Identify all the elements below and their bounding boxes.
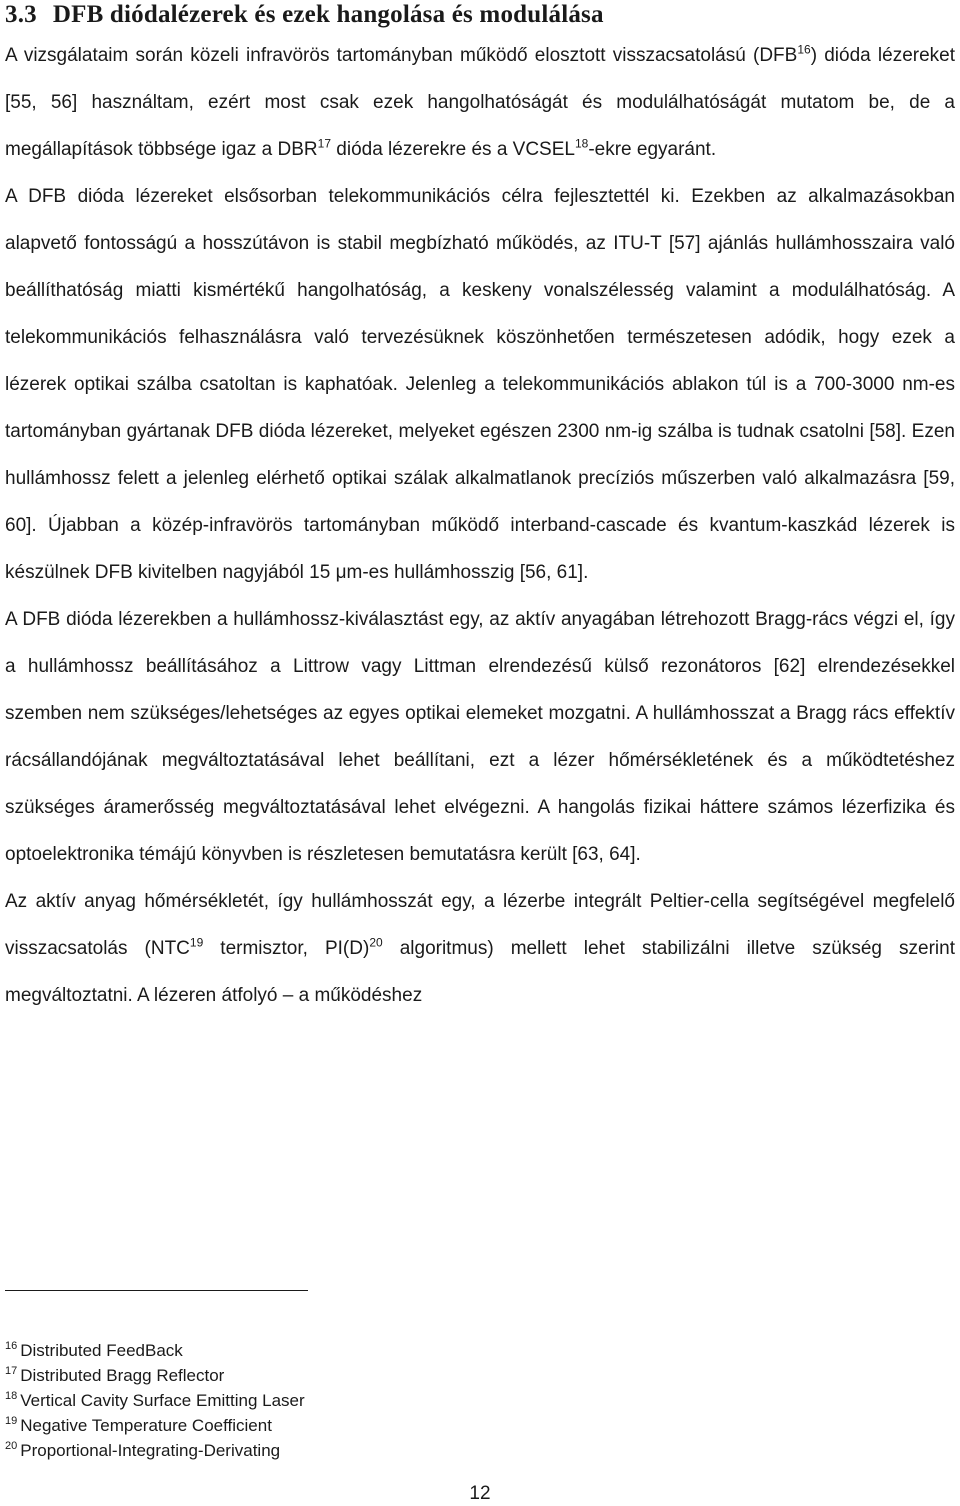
footnote-17 [5,1363,705,1388]
footnote-number: 16 [5,1340,18,1353]
paragraph-4-text-c: algoritmus) mellett lehet stabilizálni illetve szükség szerint megváltoztatni. A lézeren átfolyó – a működéshez [5,938,955,1006]
footnote-text: Proportional-Integrating-Derivating [20,1441,281,1460]
footnote-20 [5,1438,705,1463]
footnote-number: 17 [5,1365,18,1378]
footnote-ref-16[interactable]: 16 [797,42,811,57]
paragraph-4-text-b: termisztor, PI(D) [203,938,370,959]
paragraph-1-text-c: dióda lézerekre és a VCSEL [331,139,575,160]
paragraph-1-text-d: -ekre egyaránt. [588,139,717,160]
paragraph-1 [5,32,955,173]
footnote-ref-19[interactable]: 19 [189,935,204,950]
footnote-ref-17[interactable]: 17 [317,136,331,151]
footnote-16 [5,1338,705,1363]
footnote-separator [5,1290,308,1291]
footnote-text: Vertical Cavity Surface Emitting Laser [20,1391,305,1410]
footnote-ref-20[interactable]: 20 [369,935,383,950]
footnote-ref-18[interactable]: 18 [574,136,589,151]
paragraph-3: A DFB dióda lézerekben a hullámhossz-kiválasztást egy, az aktív anyagában létrehozott Bragg-rács végzi el, így a hullámhossz beállításához a Littrow vagy Littman elrendezésű külső rezonátoros [62] elrendezésekkel szemben nem szükséges/lehetséges az egyes optikai elemeket mozgatni. A hullámhosszat a Bragg rács effektív rácsállandójának megváltoztatásával lehet beállítani, ezt a lézer hőmérsékletének és a működtetéshez szükséges áramerősség megváltoztatásával lehet elvégezni. A hangolás fizikai háttere számos lézerfizika és optoelektronika témájú könyvben is részletesen bemutatásra került [63, 64]. [5,609,955,865]
paragraph-1-text-b: ) dióda lézereket [55, 56] használtam, ezért most csak ezek hangolhatóságát és modulálhatóságát mutatom be, de a megállapítások többsége igaz a DBR [5,45,955,160]
footnote-18 [5,1388,705,1413]
footnote-text: Distributed Bragg Reflector [20,1366,225,1385]
footnote-19 [5,1413,705,1438]
footnotes [5,1338,705,1463]
paragraph-4 [5,878,955,1019]
document-page [5,0,955,1019]
footnote-text: Distributed FeedBack [20,1341,183,1360]
section-title: DFB diódalézerek és ezek hangolása és modulálása [52,1,604,28]
section-heading [5,0,955,32]
paragraph-4-text-a: Az aktív anyag hőmérsékletét, így hullámhosszát egy, a lézerbe integrált Peltier-cella segítségével megfelelő visszacsatolás (NTC [5,891,955,959]
paragraph-2: A DFB dióda lézereket elsősorban telekommunikációs célra fejlesztettél ki. Ezekben az alkalmazásokban alapvető fontosságú a hosszútávon is stabil megbízható működés, az ITU-T [57] ajánlás hullámhosszaira való beállíthatóság miatti kismértékű hangolhatóság, a keskeny vonalszélesség valamint a modulálhatóság. A telekommunikációs felhasználásra való tervezésüknek köszönhetően természetesen adódik, hogy ezek a lézerek optikai szálba csatoltan is kaphatóak. Jelenleg a telekommunikációs ablakon túl is a 700-3000 nm-es tartományban gyártanak DFB dióda lézereket, melyeket egészen 2300 nm-ig szálba is tudnak csatolni [58]. Ezen hullámhossz felett a jelenleg elérhető optikai szálak alkalmatlanok precíziós műszerben való alkalmazásra [59, 60]. Újabban a közép-infravörös tartományban működő interband-cascade és kvantum-kaszkád lézerek is készülnek DFB kivitelben nagyjából 15 μm-es hullámhosszig [56, 61]. [5,186,955,583]
page-number: 12 [469,1483,491,1504]
section-number: 3.3 [5,1,37,28]
footnote-number: 19 [5,1415,18,1428]
footnote-number: 18 [5,1390,18,1403]
paragraph-1-text-a: A vizsgálataim során közeli infravörös tartományban működő elosztott visszacsatolású (DFB [5,45,798,66]
footnote-text: Negative Temperature Coefficient [20,1416,272,1435]
footnote-number: 20 [5,1440,18,1453]
